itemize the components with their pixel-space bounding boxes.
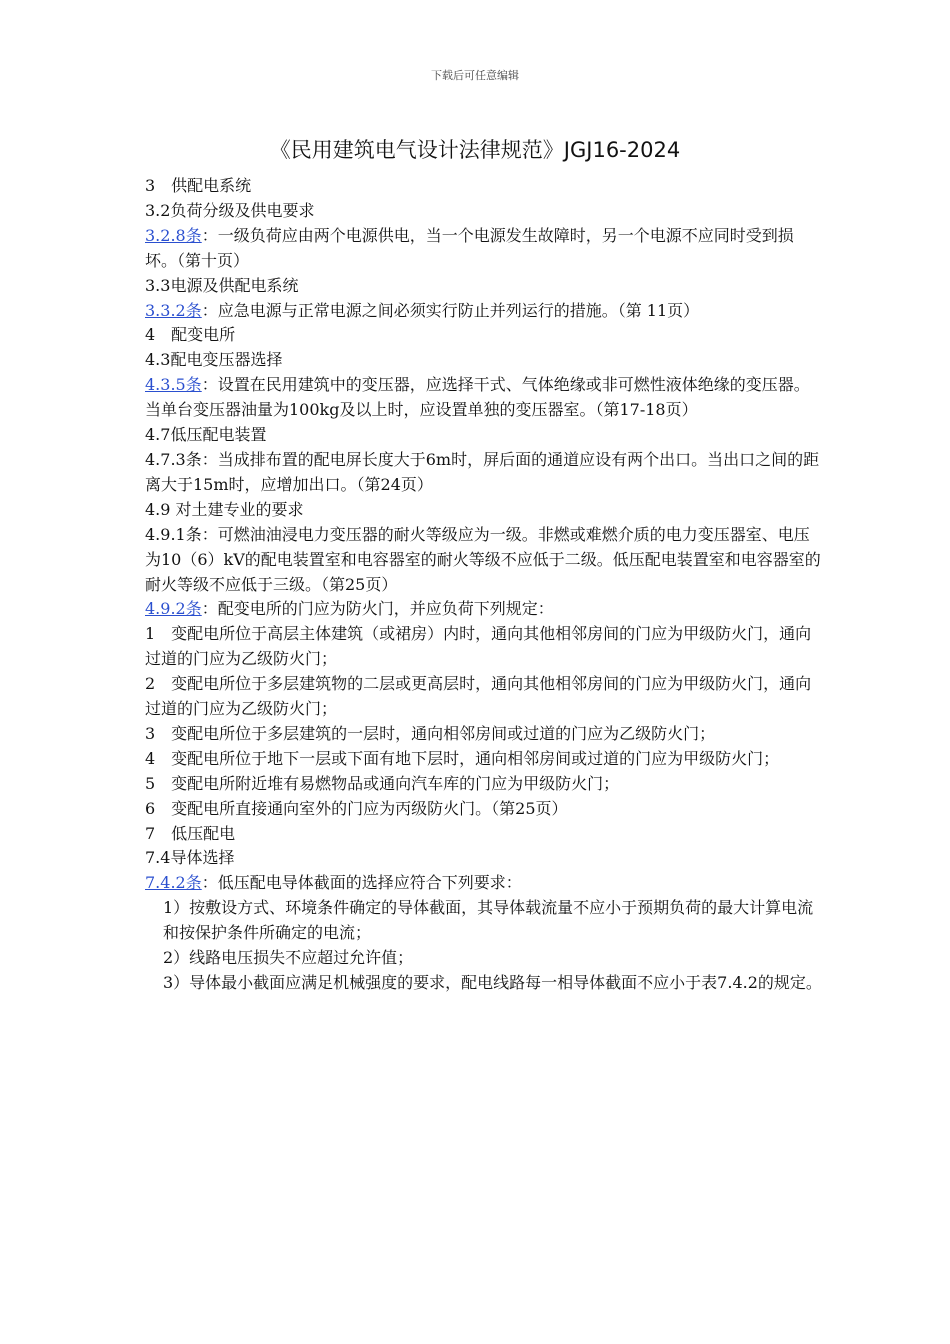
list-item: 4 变配电所位于地下一层或下面有地下层时，通向相邻房间或过道的门应为甲级防火门； bbox=[145, 748, 780, 768]
subsection-heading: 3.2负荷分级及供电要求 bbox=[145, 200, 315, 220]
clause-paragraph: 3.3.2条：应急电源与正常电源之间必须实行防止并列运行的措施。（第 11页） bbox=[145, 300, 700, 320]
clause-link-4-9-2[interactable]: 4.9.2条 bbox=[145, 599, 202, 619]
clause-link-4-3-5[interactable]: 4.3.5条 bbox=[145, 375, 202, 395]
section-heading: 4 配变电所 bbox=[145, 325, 236, 345]
subsection-heading: 4.9 对土建专业的要求 bbox=[145, 499, 304, 519]
subsection-heading: 7.4导体选择 bbox=[145, 848, 235, 868]
list-item: 1）按敷设方式、环境条件确定的导体截面，其导体载流量不应小于预期负荷的最大计算电流和按保护条件所确定的电流； bbox=[163, 898, 814, 943]
page-header-note: 下载后可任意编辑 bbox=[431, 69, 519, 82]
list-item: 2）线路电压损失不应超过允许值； bbox=[163, 948, 414, 968]
clause-paragraph: 4.3.5条：设置在民用建筑中的变压器，应选择干式、气体绝缘或非可燃性液体绝缘的变压器。当单台变压器油量为100kg及以上时，应设置单独的变压器室。（第17-18页） bbox=[145, 375, 810, 420]
clause-paragraph: 4.9.1条：可燃油油浸电力变压器的耐火等级应为一级。非燃或难燃介质的电力变压器室、电压为10（6）kV的配电装置室和电容器室的耐火等级不应低于二级。低压配电装置室和电容器室的耐火等级不应低于三级。（第25页） bbox=[145, 524, 821, 594]
clause-paragraph: 7.4.2条：低压配电导体截面的选择应符合下列要求： bbox=[145, 873, 522, 893]
clause-paragraph: 4.7.3条：当成排布置的配电屏长度大于6m时，屏后面的通道应设有两个出口。当出口之间的距离大于15m时，应增加出口。（第24页） bbox=[145, 449, 820, 494]
clause-paragraph: 3.2.8条：一级负荷应由两个电源供电，当一个电源发生故障时，另一个电源不应同时受到损坏。（第十页） bbox=[145, 225, 794, 270]
clause-link-3-3-2[interactable]: 3.3.2条 bbox=[145, 300, 202, 320]
section-heading: 7 低压配电 bbox=[145, 823, 236, 843]
list-item: 3 变配电所位于多层建筑的一层时，通向相邻房间或过道的门应为乙级防火门； bbox=[145, 723, 716, 743]
subsection-heading: 4.7低压配电装置 bbox=[145, 425, 267, 445]
subsection-heading: 4.3配电变压器选择 bbox=[145, 350, 283, 370]
document-body bbox=[145, 174, 825, 996]
list-item: 3）导体最小截面应满足机械强度的要求，配电线路每一相导体截面不应小于表7.4.2的规定。 bbox=[163, 973, 822, 992]
list-item: 2 变配电所位于多层建筑物的二层或更高层时，通向其他相邻房间的门应为甲级防火门，通向过道的门应为乙级防火门； bbox=[145, 674, 812, 719]
list-item: 5 变配电所附近堆有易燃物品或通向汽车库的门应为甲级防火门； bbox=[145, 773, 620, 793]
document-title: 《民用建筑电气设计法律规范》JGJ16-2024 bbox=[269, 138, 681, 162]
subsection-heading: 3.3电源及供配电系统 bbox=[145, 275, 299, 295]
list-item: 1 变配电所位于高层主体建筑（或裙房）内时，通向其他相邻房间的门应为甲级防火门，通向过道的门应为乙级防火门； bbox=[145, 624, 812, 669]
clause-link-7-4-2[interactable]: 7.4.2条 bbox=[145, 873, 202, 893]
clause-paragraph: 4.9.2条：配变电所的门应为防火门，并应负荷下列规定： bbox=[145, 599, 554, 619]
clause-link-3-2-8[interactable]: 3.2.8条 bbox=[145, 225, 202, 245]
list-item: 6 变配电所直接通向室外的门应为丙级防火门。（第25页） bbox=[145, 798, 568, 818]
section-heading: 3 供配电系统 bbox=[145, 176, 252, 195]
